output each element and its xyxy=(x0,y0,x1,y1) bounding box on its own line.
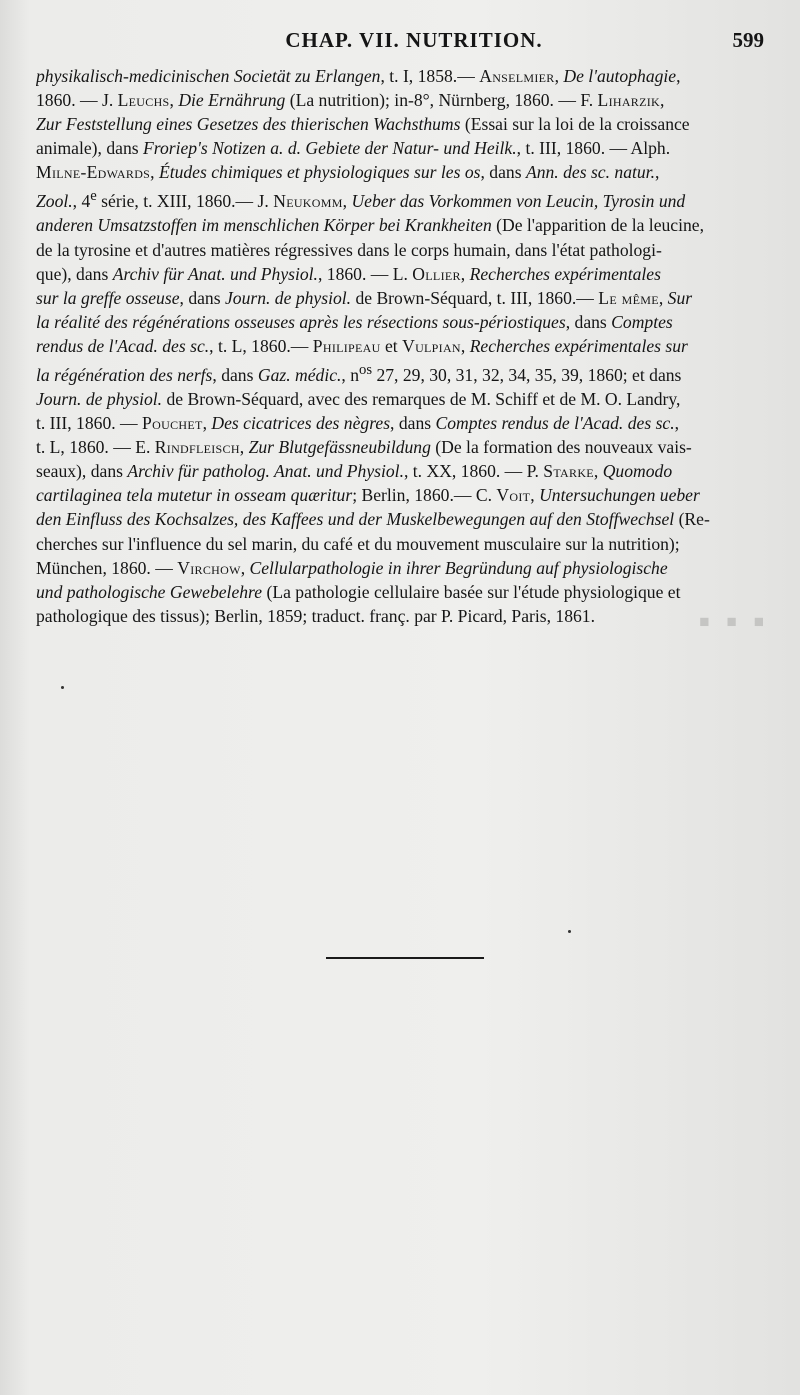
bibliography-line: la réalité des régénérations osseuses après les résections sous-périostiques, dans Comptes xyxy=(36,311,673,332)
page-number: 599 xyxy=(732,28,764,52)
bibliography-line: la régénération des nerfs, dans Gaz. médic., $n^{os}$ 27, 29, 30, 31, 32, 34, 35, 39, 1860; et dans xyxy=(36,361,682,385)
bibliography-block xyxy=(36,64,758,628)
bibliography-line: cartilaginea tela mutetur in osseam quæritur; Berlin, 1860.— C. Voit, Untersuchungen ueber xyxy=(36,485,700,506)
bibliography-line: cherches sur l'influence du sel marin, du café et du mouvement musculaire sur la nutrition); xyxy=(36,533,680,554)
bibliography-line: Milne-Edwards, Études chimiques et physiologiques sur les os, dans Ann. des sc. natur., xyxy=(36,162,660,183)
bibliography-line: anderen Umsatzstoffen im menschlichen Körper bei Krankheiten (De l'apparition de la leucine, xyxy=(36,215,705,236)
page-header xyxy=(36,28,764,64)
bibliography-line: sur la greffe osseuse, dans Journ. de physiol. de Brown-Séquard, t. III, 1860.— Le même, Sur xyxy=(36,287,693,308)
bibliography-line: t. III, 1860. — Pouchet, Des cicatrices des nègres, dans Comptes rendus de l'Acad. des sc., xyxy=(36,413,680,434)
bibliography-line: pathologique des tissus); Berlin, 1859; traduct. franç. par P. Picard, Paris, 1861. xyxy=(36,605,595,626)
bibliography-line: seaux), dans Archiv für patholog. Anat. und Physiol., t. XX, 1860. — P. Starke, Quomodo xyxy=(36,461,673,482)
bibliography-line: Journ. de physiol. de Brown-Séquard, avec des remarques de M. Schiff et de M. O. Landry, xyxy=(36,388,681,409)
bibliography-line: de la tyrosine et d'autres matières régressives dans le corps humain, dans l'état pathologi- xyxy=(36,239,662,260)
bibliography-line: den Einfluss des Kochsalzes, des Kaffees und der Muskelbewegungen auf den Stoffwechsel (Re- xyxy=(36,509,710,530)
bibliography-line: rendus de l'Acad. des sc., t. L, 1860.— Philipeau et Vulpian, Recherches expérimentales sur xyxy=(36,335,688,356)
bibliography-line: physikalisch-medicinischen Societät zu Erlangen, t. I, 1858.— Anselmier, De l'autophagie, xyxy=(36,66,681,86)
bibliography-line: animale), dans Froriep's Notizen a. d. Gebiete der Natur- und Heilk., t. III, 1860. — Alph. xyxy=(36,138,671,159)
section-divider-rule xyxy=(326,957,484,959)
bibliography-line: 1860. — J. Leuchs, Die Ernährung (La nutrition); in-8°, Nürnberg, 1860. — F. Liharzik, xyxy=(36,90,665,111)
bibliography-line: Zur Feststellung eines Gesetzes des thierischen Wachsthums (Essai sur la loi de la croissance xyxy=(36,114,690,135)
bibliography-line: t. L, 1860. — E. Rindfleisch, Zur Blutgefässneubildung (De la formation des nouveaux vais- xyxy=(36,437,692,458)
bibliography-line: München, 1860. — Virchow, Cellularpathologie in ihrer Begründung auf physiologische xyxy=(36,557,668,578)
bibliography-line: Zool., 4e série, t. XIII, 1860.— J. Neukomm, Ueber das Vorkommen von Leucin, Tyrosin und xyxy=(36,188,686,212)
ink-speck xyxy=(61,686,64,689)
bibliography-line: und pathologische Gewebelehre (La pathologie cellulaire basée sur l'étude physiologique et xyxy=(36,581,681,602)
bibliography-line: que), dans Archiv für Anat. und Physiol., 1860. — L. Ollier, Recherches expérimentales xyxy=(36,263,661,284)
ink-speck xyxy=(568,930,571,933)
running-title: CHAP. VII. NUTRITION. xyxy=(285,28,543,52)
bleed-through-texture: ■ ■ ■ xyxy=(699,612,764,631)
